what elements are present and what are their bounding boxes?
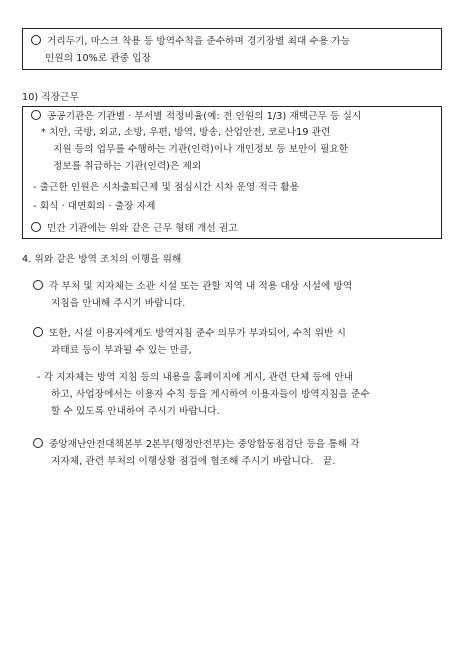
s10-line-4: 정보를 취급하는 기관(인력)은 제외 [53, 161, 202, 172]
s10-line-1: 공공기관은 기관별 · 부서별 적정비율(예: 전 인원의 1/3) 재택근무 등 실시 [31, 110, 361, 124]
end-mark: 끝. [323, 456, 336, 467]
top-box-line-2: 인원의 10%로 관중 입장 [45, 53, 152, 64]
circle-bullet-icon [31, 35, 41, 45]
s10-line-6: - 회식 · 대면회의 · 출장 자제 [33, 201, 156, 212]
top-box-line-1: 거리두기, 마스크 착용 등 방역수칙을 준수하며 경기장별 최대 수용 가능 [31, 35, 350, 49]
circle-bullet-icon [33, 327, 43, 337]
s4-p1-line-1: 각 부처 및 지자체는 소관 시설 또는 관할 지역 내 적용 대상 시설에 방역 [33, 280, 352, 294]
s4-p3-line-1: - 각 지자체는 방역 지침 등의 내용을 홈페이지에 게시, 관련 단체 등에 안내 [37, 372, 354, 383]
s4-p2-line-2: 과태료 등이 부과될 수 있는 만큼, [51, 345, 192, 356]
s4-p3-line-3: 할 수 있도록 안내하여 주시기 바랍니다. [51, 406, 220, 417]
section-10-heading: 10) 직장근무 [22, 92, 79, 103]
s4-p1-line-2: 지침을 안내해 주시기 바랍니다. [51, 298, 186, 309]
s4-p2-line-1: 또한, 시설 이용자에게도 방역지침 준수 의무가 부과되어, 수칙 위반 시 [33, 327, 346, 341]
circle-bullet-icon [33, 280, 43, 290]
s10-line-7: 민간 기관에는 위와 같은 근무 형태 개선 권고 [31, 222, 238, 236]
circle-bullet-icon [31, 110, 41, 120]
circle-bullet-icon [31, 222, 41, 232]
section-4-heading: 4. 위와 같은 방역 조치의 이행을 위해 [22, 254, 182, 265]
s4-p4-line-2: 지자체, 관련 부처의 이행상황 점검에 협조해 주시기 바랍니다. 끝. [51, 456, 336, 467]
s10-line-2: * 치안, 국방, 외교, 소방, 우편, 방역, 방송, 산업안전, 코로나19 관련 [41, 127, 331, 138]
s10-line-5: - 출근한 인원은 시차출퇴근제 및 점심시간 시차 운영 적극 활용 [33, 182, 300, 193]
s4-p4-line-1: 중앙재난안전대책본부 2본부(행정안전부)는 중앙합동점검단 등을 통해 각 [33, 438, 360, 452]
circle-bullet-icon [33, 438, 43, 448]
s4-p3-line-2: 하고, 사업장에서는 이용자 수칙 등을 게시하여 이용자들이 방역지침을 준수 [51, 389, 370, 400]
s10-line-3: 지원 등의 업무를 수행하는 기관(인력)이나 개인정보 등 보안이 필요한 [53, 144, 349, 155]
